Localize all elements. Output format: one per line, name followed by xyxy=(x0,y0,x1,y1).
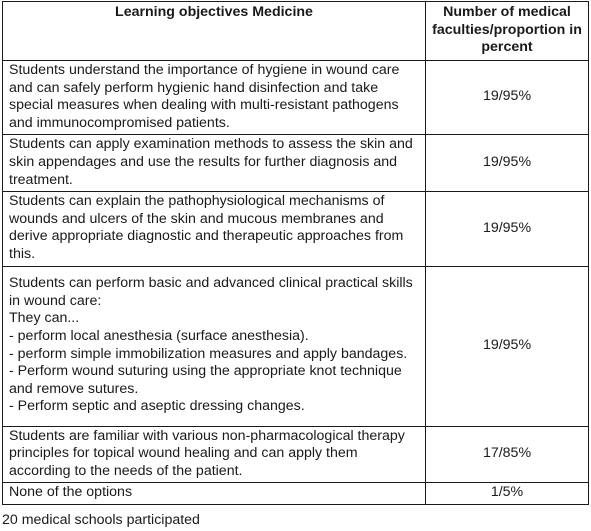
table-row xyxy=(3,61,589,135)
objective-cell: Students can perform basic and advanced clinical practical skills in wound care: They can... - perform local anesthesia (surface anesthesia). - perform simple immobilization measures and apply bandages. - Perform wound suturing using the appropriate knot technique and remove sutures. - Perform septic and aseptic dressing changes. xyxy=(3,266,426,426)
table-row xyxy=(3,266,589,426)
header-learning-objectives: Learning objectives Medicine xyxy=(3,2,426,61)
table-row xyxy=(3,426,589,483)
footnote: 20 medical schools participated xyxy=(2,512,200,528)
objective-cell: Students understand the importance of hygiene in wound care and can safely perform hygienic hand disinfection and take special measures when dealing with multi-resistant pathogens and immunocompromised patients. xyxy=(3,61,426,135)
header-number-of-faculties: Number of medical faculties/proportion in percent xyxy=(426,2,589,61)
learning-objectives-table-container xyxy=(2,1,588,505)
table-row xyxy=(3,135,589,192)
table-header-row xyxy=(3,2,589,61)
learning-objectives-table xyxy=(2,1,589,505)
objective-cell: Students can apply examination methods to assess the skin and skin appendages and use the results for further diagnosis and treatment. xyxy=(3,135,426,192)
objective-cell: None of the options xyxy=(3,483,426,505)
value-cell: 19/95% xyxy=(426,135,589,192)
objective-cell: Students are familiar with various non-pharmacological therapy principles for topical wound healing and can apply them according to the needs of the patient. xyxy=(3,426,426,483)
value-cell: 17/85% xyxy=(426,426,589,483)
value-cell: 19/95% xyxy=(426,192,589,266)
objective-cell: Students can explain the pathophysiological mechanisms of wounds and ulcers of the skin and mucous membranes and derive appropriate diagnostic and therapeutic approaches from this. xyxy=(3,192,426,266)
value-cell: 19/95% xyxy=(426,61,589,135)
value-cell: 19/95% xyxy=(426,266,589,426)
value-cell: 1/5% xyxy=(426,483,589,505)
table-row xyxy=(3,192,589,266)
table-row xyxy=(3,483,589,505)
